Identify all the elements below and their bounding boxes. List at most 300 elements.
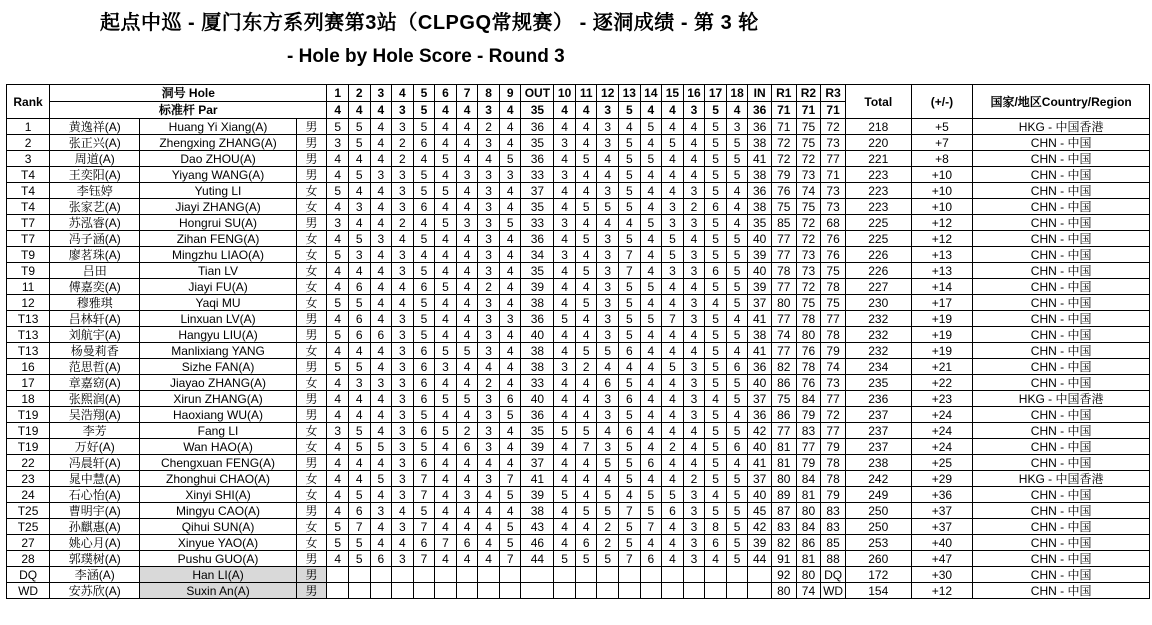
score-cell: 79 [821,487,846,503]
score-cell: 3 [392,487,414,503]
to-par-cell: +36 [911,487,973,503]
score-cell: 80 [796,327,821,343]
score-cell: 4 [327,231,349,247]
score-cell: 4 [575,407,597,423]
score-cell: 5 [327,519,349,535]
score-cell: 5 [619,167,641,183]
score-cell: 4 [499,327,521,343]
total-cell: 220 [845,135,911,151]
player-name-cn: 范思哲(A) [50,359,140,375]
player-name-en: Suxin An(A) [140,583,296,599]
score-cell: 38 [521,295,554,311]
player-row [7,311,1150,327]
to-par-cell: +12 [911,231,973,247]
score-cell [575,583,597,599]
score-cell: 36 [748,407,772,423]
score-cell: 2 [683,199,705,215]
par-value-9: 4 [499,102,521,119]
hole-number-out: OUT [521,85,554,102]
gender-cell: 女 [296,487,327,503]
score-cell: 4 [348,183,370,199]
score-cell: 4 [705,295,727,311]
score-cell: 4 [619,119,641,135]
score-cell: 3 [478,199,500,215]
player-row [7,455,1150,471]
score-cell: 75 [796,199,821,215]
score-cell: 4 [370,487,392,503]
total-cell: 226 [845,247,911,263]
score-cell: 5 [597,487,619,503]
score-cell [619,583,641,599]
score-cell: 4 [370,151,392,167]
rank-cell: T13 [7,343,50,359]
score-cell: 34 [521,247,554,263]
score-cell: 6 [413,455,435,471]
score-cell: 40 [521,327,554,343]
player-name-cn: 石心怡(A) [50,487,140,503]
score-cell: 41 [748,343,772,359]
score-cell: WD [821,583,846,599]
rank-cell: T25 [7,503,50,519]
player-name-cn: 冯晨轩(A) [50,455,140,471]
rank-cell: 11 [7,279,50,295]
score-cell: 4 [370,359,392,375]
score-cell [348,583,370,599]
score-cell: 3 [392,471,414,487]
score-cell: 6 [499,391,521,407]
score-cell: 77 [821,151,846,167]
score-cell: 6 [640,551,662,567]
gender-cell: 男 [296,407,327,423]
score-cell: 6 [619,391,641,407]
score-cell: 5 [662,231,684,247]
score-cell: 4 [640,391,662,407]
score-cell: 5 [726,391,748,407]
score-cell: 4 [327,471,349,487]
score-cell: 75 [771,391,796,407]
score-cell: 4 [683,327,705,343]
score-cell: 4 [435,455,457,471]
score-cell: 5 [705,343,727,359]
score-cell: 3 [370,231,392,247]
score-cell: 3 [726,119,748,135]
score-cell: 44 [748,551,772,567]
score-cell: 4 [554,407,576,423]
gender-cell: 女 [296,199,327,215]
rank-cell: 28 [7,551,50,567]
score-cell: 4 [435,503,457,519]
score-cell: 5 [435,151,457,167]
score-cell: 3 [478,391,500,407]
score-cell: 82 [771,359,796,375]
score-cell: 5 [413,439,435,455]
score-cell: 4 [683,423,705,439]
gender-cell: 男 [296,503,327,519]
country-cell: CHN - 中国 [973,487,1150,503]
score-cell: 4 [554,119,576,135]
score-cell: 80 [771,583,796,599]
score-cell: 5 [619,535,641,551]
par-value-14: 4 [640,102,662,119]
score-cell: 3 [683,247,705,263]
score-cell: 4 [662,551,684,567]
score-cell: 5 [499,215,521,231]
player-name-cn: 章嘉窈(A) [50,375,140,391]
score-cell: 5 [348,135,370,151]
score-cell: 5 [705,407,727,423]
score-cell: 39 [748,535,772,551]
total-cell: 232 [845,311,911,327]
score-cell: 40 [748,487,772,503]
player-name-cn: 刘航宇(A) [50,327,140,343]
score-cell: 5 [640,503,662,519]
score-cell: 80 [796,503,821,519]
player-row [7,359,1150,375]
player-name-cn: 李涵(A) [50,567,140,583]
score-cell: 3 [478,407,500,423]
par-value-r3: 71 [821,102,846,119]
score-cell: 39 [521,439,554,455]
player-name-cn: 吕田 [50,263,140,279]
rank-cell: T4 [7,167,50,183]
to-par-cell: +12 [911,583,973,599]
score-cell: 4 [640,359,662,375]
score-cell: 5 [705,503,727,519]
score-cell: 77 [771,343,796,359]
score-cell: 3 [392,199,414,215]
score-cell: 4 [435,167,457,183]
score-cell: 79 [771,167,796,183]
score-cell: 5 [413,327,435,343]
score-cell: 4 [327,375,349,391]
score-cell: 5 [575,199,597,215]
to-par-cell: +14 [911,279,973,295]
score-cell: 80 [771,471,796,487]
score-cell: 4 [456,551,478,567]
score-cell: 4 [370,311,392,327]
country-cell: CHN - 中国 [973,535,1150,551]
score-cell: 7 [413,519,435,535]
score-cell: 4 [348,391,370,407]
par-header: 标准杆 Par [50,102,327,119]
to-par-cell: +40 [911,535,973,551]
score-cell: 7 [662,311,684,327]
score-cell: 84 [796,391,821,407]
score-cell: 2 [597,535,619,551]
player-name-cn: 吴浩翔(A) [50,407,140,423]
score-cell: 3 [597,391,619,407]
score-cell [348,567,370,583]
rank-cell: T7 [7,231,50,247]
score-cell: 4 [370,247,392,263]
gender-cell: 女 [296,343,327,359]
score-cell: 5 [327,535,349,551]
country-cell: HKG - 中国香港 [973,391,1150,407]
hole-number-r1: R1 [771,85,796,102]
score-cell: 5 [413,295,435,311]
score-cell: 4 [726,311,748,327]
rank-cell: T25 [7,519,50,535]
player-name-cn: 孙麒惠(A) [50,519,140,535]
score-cell: 3 [392,455,414,471]
score-cell: 71 [821,167,846,183]
score-cell: 39 [748,247,772,263]
score-cell: 3 [348,199,370,215]
score-cell: 4 [370,183,392,199]
player-name-cn: 曹明宇(A) [50,503,140,519]
player-row [7,295,1150,311]
score-cell: 5 [499,151,521,167]
hole-number-12: 12 [597,85,619,102]
player-name-cn: 安苏欣(A) [50,583,140,599]
score-cell: 79 [796,407,821,423]
score-cell: 78 [821,471,846,487]
score-cell: 4 [435,327,457,343]
score-cell: 4 [499,343,521,359]
par-value-16: 3 [683,102,705,119]
score-cell: 3 [683,215,705,231]
score-cell: 4 [662,423,684,439]
score-cell: 5 [619,199,641,215]
score-cell: 2 [456,423,478,439]
player-row [7,167,1150,183]
score-cell: 4 [726,343,748,359]
score-cell: 5 [726,135,748,151]
score-cell: 7 [413,471,435,487]
score-cell: 7 [619,551,641,567]
score-cell: 6 [413,375,435,391]
score-cell: 3 [597,119,619,135]
score-cell: 4 [456,407,478,423]
score-cell: 5 [575,295,597,311]
gender-cell: 男 [296,327,327,343]
player-name-en: Haoxiang WU(A) [140,407,296,423]
total-cell: 232 [845,343,911,359]
score-cell: 3 [683,487,705,503]
gender-cell: 女 [296,471,327,487]
score-cell: 72 [796,215,821,231]
score-cell: 5 [554,487,576,503]
score-cell: 4 [435,439,457,455]
score-cell: 4 [478,535,500,551]
player-row [7,391,1150,407]
score-cell: 5 [705,279,727,295]
player-name-en: Qihui SUN(A) [140,519,296,535]
gender-cell: 女 [296,423,327,439]
score-cell: 5 [456,343,478,359]
score-cell: 4 [499,455,521,471]
gender-cell: 男 [296,135,327,151]
player-name-cn: 黄逸祥(A) [50,119,140,135]
hole-number-15: 15 [662,85,684,102]
score-cell: 4 [554,455,576,471]
score-cell: 5 [619,231,641,247]
score-cell: 3 [554,247,576,263]
score-cell: 43 [521,519,554,535]
score-cell: 4 [554,535,576,551]
score-cell: 3 [435,359,457,375]
score-cell: 4 [327,439,349,455]
score-cell: 4 [575,311,597,327]
rank-header: Rank [7,85,50,119]
player-row [7,407,1150,423]
score-cell: 2 [683,471,705,487]
score-cell [456,583,478,599]
to-par-cell: +19 [911,343,973,359]
to-par-cell: +10 [911,183,973,199]
par-value-15: 4 [662,102,684,119]
score-cell: 7 [499,471,521,487]
score-cell: 5 [640,487,662,503]
score-cell: 38 [521,343,554,359]
score-cell: 4 [597,215,619,231]
player-name-en: Zihan FENG(A) [140,231,296,247]
total-cell: 226 [845,263,911,279]
total-cell: 250 [845,519,911,535]
score-cell: 4 [370,535,392,551]
score-cell: 39 [521,487,554,503]
score-cell: 4 [575,183,597,199]
score-cell: 6 [413,535,435,551]
score-cell: 6 [662,503,684,519]
score-cell: 4 [554,199,576,215]
player-row [7,135,1150,151]
score-cell: 5 [413,183,435,199]
score-cell: 4 [662,407,684,423]
player-name-en: Linxuan LV(A) [140,311,296,327]
country-cell: CHN - 中国 [973,183,1150,199]
gender-cell: 男 [296,167,327,183]
player-name-en: Yiyang WANG(A) [140,167,296,183]
score-cell: 4 [575,135,597,151]
score-cell: 4 [640,231,662,247]
score-cell: 5 [705,455,727,471]
score-cell: 4 [575,455,597,471]
hole-number-9: 9 [499,85,521,102]
total-cell: 237 [845,439,911,455]
score-cell: 5 [726,167,748,183]
score-cell: 3 [683,359,705,375]
score-cell: 5 [456,391,478,407]
score-cell: 35 [748,215,772,231]
score-cell: 3 [597,279,619,295]
player-name-cn: 姚心月(A) [50,535,140,551]
score-cell: 81 [796,487,821,503]
player-name-cn: 冯子涵(A) [50,231,140,247]
score-cell: 3 [499,167,521,183]
score-cell: 4 [575,247,597,263]
score-cell: 75 [796,135,821,151]
to-par-cell: +7 [911,135,973,151]
score-cell: 71 [771,119,796,135]
score-cell: 6 [726,439,748,455]
par-value-r1: 71 [771,102,796,119]
score-cell: 78 [796,311,821,327]
player-name-cn: 张正兴(A) [50,135,140,151]
header-row-holes [7,85,1150,102]
total-cell: 218 [845,119,911,135]
score-cell: 5 [619,455,641,471]
score-cell: 4 [392,535,414,551]
score-cell [413,567,435,583]
score-cell: 83 [771,519,796,535]
score-cell: 5 [662,359,684,375]
score-cell: 4 [478,151,500,167]
rank-cell: 27 [7,535,50,551]
score-cell: 3 [392,519,414,535]
country-cell: CHN - 中国 [973,247,1150,263]
score-cell: 4 [327,311,349,327]
score-cell: 4 [705,391,727,407]
score-cell: 78 [771,263,796,279]
score-cell [597,567,619,583]
rank-cell: T4 [7,183,50,199]
score-cell: 4 [370,295,392,311]
score-cell: 4 [435,471,457,487]
score-cell: 36 [521,407,554,423]
score-cell: 5 [705,247,727,263]
gender-cell: 女 [296,535,327,551]
score-cell: 73 [796,263,821,279]
score-cell [640,567,662,583]
score-cell: 6 [575,535,597,551]
score-cell: 5 [726,247,748,263]
rank-cell: 1 [7,119,50,135]
score-cell: 4 [348,263,370,279]
score-cell: 3 [554,135,576,151]
score-cell: 35 [521,135,554,151]
score-cell: 6 [705,535,727,551]
country-cell: CHN - 中国 [973,503,1150,519]
score-cell: 3 [392,359,414,375]
country-cell: CHN - 中国 [973,151,1150,167]
to-par-cell: +30 [911,567,973,583]
score-cell: 3 [554,359,576,375]
score-cell: 4 [499,279,521,295]
player-name-en: Yuting LI [140,183,296,199]
score-cell [521,583,554,599]
hole-number-in: IN [748,85,772,102]
to-par-cell: +12 [911,215,973,231]
score-cell: 3 [478,423,500,439]
score-cell: 81 [771,455,796,471]
score-cell: 4 [370,391,392,407]
score-cell: 77 [771,311,796,327]
hole-number-16: 16 [683,85,705,102]
score-cell: 7 [619,503,641,519]
score-cell: 3 [683,535,705,551]
player-row [7,279,1150,295]
player-row [7,119,1150,135]
country-cell: CHN - 中国 [973,583,1150,599]
score-cell: 3 [327,135,349,151]
score-cell: 44 [521,551,554,567]
score-cell: 5 [726,279,748,295]
score-cell: 4 [683,151,705,167]
page-title-en: - Hole by Hole Score - Round 3 [287,46,565,67]
score-cell: 4 [640,167,662,183]
score-cell: 6 [348,279,370,295]
score-cell: 4 [435,247,457,263]
score-cell [726,583,748,599]
score-cell: 3 [478,295,500,311]
rank-cell: T19 [7,423,50,439]
score-cell: 4 [370,199,392,215]
player-name-en: Hangyu LIU(A) [140,327,296,343]
score-cell: 76 [796,375,821,391]
total-cell: 227 [845,279,911,295]
score-cell: 3 [392,391,414,407]
